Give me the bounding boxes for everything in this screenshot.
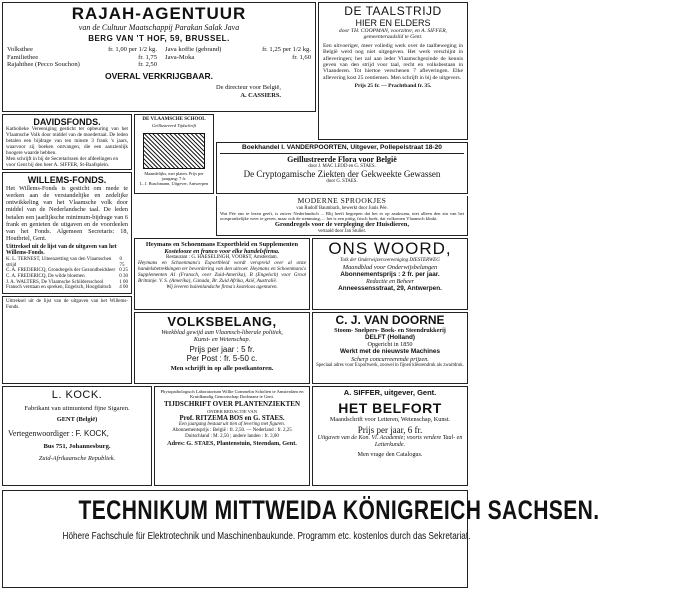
plantenziekten-top: Phytopathologisch Laboratorium Willie Commelin Scholten te Amsterdam en Kruidkundig Genootschap Dodonaea te Gent.: [160, 389, 304, 400]
rajah-director: De directeur voor België, A. CASSIERS.: [216, 84, 281, 99]
doorne-ad: [312, 312, 468, 384]
heymans-footer: Wij leveren buitenlandsche firma's kosteloos agenturen.: [166, 284, 278, 290]
taalstrijd-footer: Prijs 25 fr. — Prachtband fr. 35.: [354, 83, 432, 89]
price-row: Volksthee fr. 1,00 per 1/2 kg.: [7, 46, 157, 54]
vlaamsche-school-publisher: L. J. Buschmann, Uitgever, Antwerpen: [139, 181, 209, 186]
verpleging-author: vertaald door Jan Stulier.: [318, 228, 366, 234]
sprookjes-quote: Wat Pée ons te lezen geeft, is zuiver Nederlandsch ... Blij heeft begrepen dat het er op aankwam, niet alleen den zin van het oorspronkelijke weer te geven, maar ook de stemming, ... het is een pittig, frisch boek, dat volkomen Vlaamsch klinkt.: [220, 211, 464, 222]
kock-agent-label: Vertegenwoordiger :: [8, 429, 74, 439]
belfort-publisher: Uitgaven van de Kon. Vl. Academie; voorts verdere Taal- en Letterkunde.: [317, 434, 463, 448]
sprookjes-author: van Rudolf Baumbach, bewerkt door Juuls Pée.: [296, 205, 388, 211]
davidsfonds-body: Katholieke Vereeniging gesticht ter opbeuring van het Vlaamsche Volk door middel van de moedertaal. De leden betalen een bijdrage van ten minste 3 frank 's jaars, waarvoor zij boeken ontvangen, die een aanzienlijk hoogere waarde hebben.: [6, 126, 128, 156]
doorne-works: Werkt met de nieuwste Machines: [339, 348, 441, 356]
bookshop-header: Boekhandel I. VANDERPOORTEN, Uitgever, Pollepelstraat 18-20: [220, 144, 464, 154]
engraving-image: [143, 133, 205, 169]
ons-woord-price: Abonnementsprijs : 2 fr. per jaar.: [340, 270, 440, 278]
kock-title: L. KOCK.: [51, 389, 103, 401]
rajah-address: BERG VAN 'T HOF, 59, BRUSSEL.: [88, 34, 230, 44]
price-row: Rajahthee (Pecco Souchon) fr. 2,50: [7, 61, 157, 69]
taalstrijd-ad: [318, 2, 468, 140]
dict-title: De Cryptogamische Ziekten der Gekweekte Gewassen: [243, 169, 441, 180]
rajah-title: RAJAH-AGENTUUR: [71, 4, 247, 23]
taalstrijd-subtitle: HIER EN ELDERS: [355, 18, 431, 28]
mittweida-sub: Höhere Fachschule für Elektrotechnik und Maschinenbaukunde. Programm etc. kostenlos durch das Sekretariat.: [62, 530, 471, 542]
heymans-subtitle: Kostelooze en franco voor elke handelsfirma.: [164, 248, 280, 256]
verpleging-title: Grondregels voor de verpleging der Huisdieren,: [274, 221, 410, 229]
list-item: C. A. FREDERICQ, Grondregels der Gezondheidsleer 0 25: [6, 268, 128, 274]
plantenziekten-editors: Prof. RITZEMA BOS en G. STAES.: [179, 414, 285, 422]
kock-ad: [2, 386, 152, 486]
kock-agent: F. KOCK,: [75, 429, 109, 439]
willemsfonds-note: Uittreksel uit de lijst van de uitgaven van het Willems-Fonds.: [6, 299, 128, 310]
doorne-year: Opgericht in 1850: [367, 341, 413, 349]
plantenziekten-title: TIJDSCHRIFT OVER PLANTENZIEKTEN: [163, 400, 300, 409]
list-item: K. L. TERNEST, Uiteenzetting van den Vlaamschen strijd 0 75: [6, 256, 125, 268]
doorne-footer: Speciaal adres voor Exportwerk, zoowel in fijnen kleurendruk als zwartdruk.: [316, 362, 464, 368]
mittweida-ad: [2, 490, 600, 588]
heymans-line1: Restaurant : G. HAESELINGH, VOORST, Amsterdam.: [166, 255, 278, 261]
dict-author: door G. STAES.: [326, 179, 358, 185]
taalstrijd-title: DE TAALSTRIJD: [344, 4, 442, 18]
ons-woord-office: Redactie en Beheer: [365, 278, 415, 286]
heymans-title: Heymans en Schoenmans Exportbleid en Supplementen: [145, 241, 299, 248]
doorne-title: C. J. VAN DOORNE: [335, 313, 445, 327]
volksbelang-title: VOLKSBELANG,: [167, 314, 277, 329]
kock-city: GENT (België): [56, 416, 98, 424]
kock-agent-row: [8, 429, 146, 438]
volksbelang-ad: [134, 312, 310, 384]
sprookjes-ad: [216, 196, 468, 236]
mittweida-title: TECHNIKUM MITTWEIDA KÖNIGREICH SACHSEN.: [78, 495, 600, 525]
price-row: Java-Moka fr. 1,60: [165, 53, 311, 61]
flora-title: Geïllustreerde Flora voor België: [287, 154, 397, 164]
plantenziekten-address: Adres: G. STAES, Plantenstuin, Steendam, Gent.: [167, 440, 297, 448]
heymans-ad: [134, 238, 310, 310]
doorne-city: DELFT (Holland): [364, 334, 416, 342]
price-row: Familiethee fr. 1,75: [7, 53, 157, 61]
list-item: Fransch verstaan en spreken, Engelsch, Hoogduitsch 4 00: [6, 285, 128, 291]
vlaamsche-school-caption: Maandelijks, met platen. Prijs per jaargang: 7 fr.: [144, 171, 204, 182]
rajah-ad: [2, 2, 316, 112]
siffer-ad: [312, 386, 468, 486]
sprookjes-title: MODERNE SPROOKJES: [297, 196, 387, 205]
willemsfonds-title: WILLEMS-FONDS.: [27, 175, 107, 185]
bookshop-ad: [216, 142, 468, 194]
vlaamsche-school-title: DE VLAAMSCHE SCHOOL: [142, 117, 206, 122]
belfort-title: HET BELFORT: [338, 399, 442, 416]
belfort-sub1: Maandschrift voor Letteren, Wetenschap, Kunst.: [329, 415, 451, 423]
price-row: Java koffie (gebrand) fr. 1,25 per 1/2 kg.: [165, 46, 311, 54]
siffer-header: A. SIFFER, uitgever, Gent.: [343, 388, 437, 397]
rajah-tagline: OVERAL VERKRIJGBAAR.: [105, 70, 213, 81]
kock-country: Zuid-Afrikaansche Republiek.: [38, 454, 116, 462]
doorne-note: Scherp concurreerende prijzen.: [351, 355, 429, 363]
davidsfonds-ad: [2, 114, 132, 170]
volksbelang-price1: Prijs per jaar : 5 fr.: [189, 345, 255, 355]
doorne-sub1: Stoom- Snelpers- Boek- en Steendrukkerij: [334, 327, 446, 334]
plantenziekten-editors-label: ONDER REDACTIE VAN: [206, 409, 258, 415]
plantenziekten-price2: Duitschland : M. 2,50 ; andere landen : fr. 3,00: [185, 433, 279, 439]
davidsfonds-title: DAVIDSFONDS.: [33, 117, 101, 127]
vlaamsche-school-subtitle: Geïllustreerd Tijdschrift: [151, 122, 197, 128]
plantenziekten-note: Een jaargang bestaat uit tien af levering met figuren.: [178, 422, 286, 428]
taalstrijd-body: Een uitvoeriger, meer volledig werk over de taalbeweging in België werd nog niet uitgegeven. Het werk verschijnt in afleveringen; het zal aan ieder Vlaamschgezinde de kennis geven van den strijd voor taal, recht en volksbestaan in Vlaanderen. Tot hiertoe verschenen 7 afleveringen. Elke aflevering kost 25 centiemen. Men schrijft in bij de uitgevers.: [323, 42, 463, 81]
list-item: C. A. FREDERICQ, De wilde bloemen 0 30: [6, 274, 128, 279]
ons-woord-sub2: Maandblad voor Onderwijsbelangen: [342, 263, 438, 271]
volksbelang-footer: Men schrijft in op alle postkantoren.: [170, 365, 274, 373]
ons-woord-address: Anneessensstraat, 29, Antwerpen.: [338, 285, 442, 293]
rajah-subtitle: van de Cultuur Maatschappij Parakan Salak Java: [78, 23, 240, 32]
willemsfonds-ad: [2, 172, 132, 294]
ons-woord-sub1: Tolk der Onderwijzersvereeniging DIESTERWEG: [340, 258, 440, 263]
belfort-catalog: Men vrage den Catalogus.: [357, 450, 423, 458]
kock-line1: Fabrikant van uitmuntend fijne Sigaren.: [24, 404, 130, 412]
willemsfonds-extra: [2, 296, 132, 384]
kock-address: Bus 751, Johannesburg.: [43, 443, 111, 451]
willemsfonds-body: Het Willems-Fonds is gesticht om mede te werken aan de verstandelijke en zedelijke ontwikkeling van het Vlaamsche volk door middel van de Nederlandsche taal. De leden betalen een jaarlijksche minimum-bijdrage van 6 frank en genieten de uitgaven en de voordeelen van het Fonds. Algemeen Secretaris: 18, Houtbriel, Gent.: [6, 185, 128, 242]
davidsfonds-footer: Men schrijft in bij de Secretarissen der afdeelingen en voor Gent bij den heer A. SIFFER, St-Baafsplein.: [6, 155, 119, 168]
ons-woord-title: ONS WOORD,: [328, 239, 452, 258]
belfort-price: Prijs per jaar, 6 fr.: [357, 424, 423, 435]
volksbelang-line1: Weekblad gewijd aan Vlaamsch-liberale politiek,: [161, 329, 283, 336]
willemsfonds-list-title: Uittreksel uit de lijst van de uitgaven van het Willems-Fonds.: [6, 243, 117, 257]
plantenziekten-ad: [154, 386, 310, 486]
volksbelang-price2: Per Post : fr. 5-50 c.: [186, 354, 258, 364]
plantenziekten-price: Abonnementsprijs : België : fr. 2,50. — Nederland : fr. 2,25: [172, 428, 292, 434]
list-item: J. A. WALTERS, De Vlaamsche Schildersschool 1 00: [6, 279, 128, 285]
flora-author: door J. MAC LEOD en G. STAES.: [308, 163, 376, 169]
vlaamsche-school-ad: [134, 114, 214, 194]
taalstrijd-byline: door TH. COOPMAN, voorzitter, en A. SIFFER, gemeenteraadslid te Gent.: [338, 28, 448, 41]
ons-woord-ad: [312, 238, 468, 310]
heymans-body: Heymans en Schoenmans's Exportbleid wordt verspreid over al onze handelsbetrekkingen ter bevordering van den uitvoer. Heymans en Schoenmans's Supplementen A1 (Fransch, over Zuid-Amerika), B (Engelsch) voor Groot Brittanje. V. S. (Amerika), Canada, Br. Zuid Afrika, Azië, Australië.: [138, 260, 306, 284]
volksbelang-line2: Kunst- en Wetenschap.: [193, 336, 251, 344]
